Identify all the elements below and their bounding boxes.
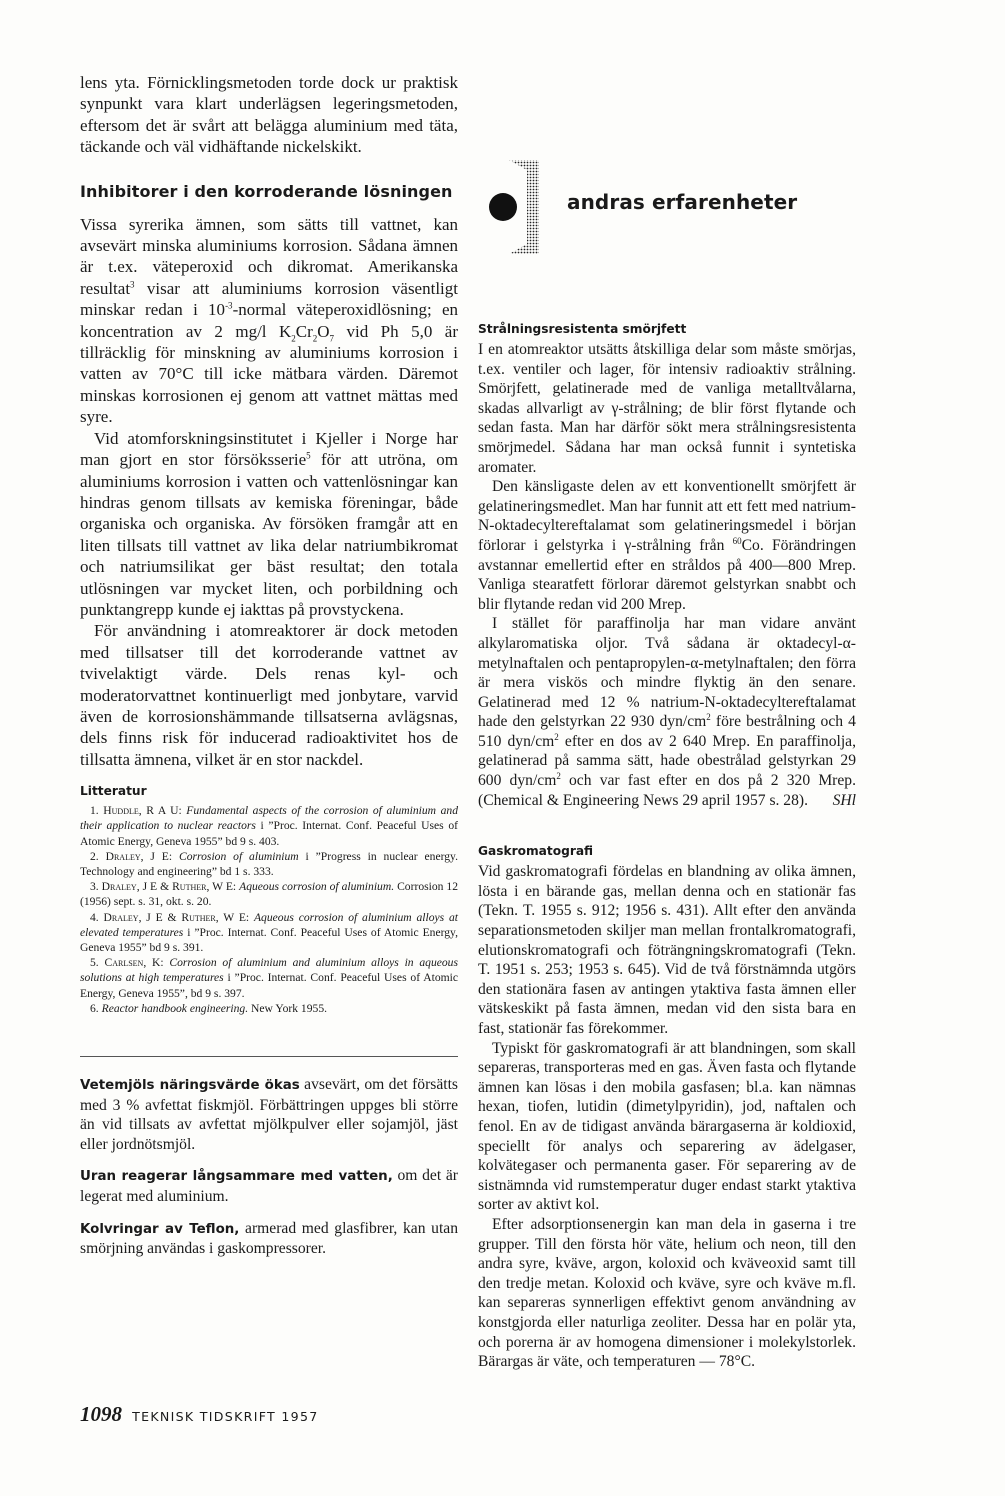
literature-heading: Litteratur (80, 784, 147, 799)
right-column (478, 322, 856, 1372)
section-heading-inhibitors: Inhibitorer i den korroderande lösningen (80, 181, 453, 201)
news-note-uranium: Uran reagerar långsammare med vatten, om det är legerat med aluminium. (80, 1167, 459, 1205)
left-column (80, 72, 458, 1259)
paragraph-grease-2: Den känsligaste delen av ett konventionellt smörjfett är gelatineringsmedlet. Man har funnit att ett fett med natrium-N-oktadecyltereftalamat som gelatineringsmedel i början förlorar i gelstyrka i γ-strålning från $^{60}$Co. Förändringen avstannar emellertid efter en stråldos på 400—800 Mrep. Vanliga stearatfett förlorar däremot gelstyrkan snabbt och blir flytande redan vid 200 Mrep. (478, 478, 856, 613)
reference-item: 6. Reactor handbook engineering. New York 1955. (90, 1001, 328, 1015)
paragraph-inhibitors-1: Vissa syrerika ämnen, som sätts till vattnet, kan avsevärt minska aluminiums korrosion. Sådana ämnen är t.ex. väteperoxid och dikromat. Amerikanska resultat$^3$ visar att aluminiums korrosion väsentligt minskar redan i $10^{-3}$-normal väteperoxidlösning; en koncentration av 2 mg/l $K_2Cr_2O_7$ vid Ph 5,0 är tillräcklig för minskning av aluminiums korrosion i vatten av 70°C till icke mätbara värden. Däremot minskas korrosionen ej genom att vattnet mättas med syre. (80, 214, 458, 427)
paragraph-grease-1: I en atomreaktor utsätts åtskilliga delar som måste smörjas, t.ex. ventiler och lager, för intensiv radioaktiv strålning. Smörjfett, gelatinerade med de vanliga metalltvålarna, skadas allvarligt av γ-strålning; de blir först flytande och sedan fasta. Man har därför sökt mera strålningsresistenta smörjmedel. Sådana har man också funnit i syntetiska aromater. (478, 341, 856, 476)
reference-item: 4. Draley, J E & Ruther, W E: Aqueous corrosion of aluminium alloys at elevated temperatures i ”Proc. Internat. Conf. Peaceful Uses of Atomic Energy, Geneva 1955” bd 9 s. 391. (80, 910, 458, 955)
journal-name: TEKNISK TIDSKRIFT 1957 (132, 1409, 319, 1424)
section-logo-icon (487, 158, 557, 256)
intro-paragraph: lens yta. Förnicklingsmetoden torde dock ur praktisk synpunkt vara klart underlägsen legeringsmetoden, eftersom det är svårt att belägga aluminium med täta, täckande och väl vidhäftande nickelskikt. (80, 73, 458, 157)
reference-list (80, 803, 458, 1016)
author-signature: SHl (832, 791, 856, 809)
paragraph-grease-3: I stället för paraffinolja har man vidare använt alkylaromatiska oljor. Två sådana är oktadecyl-α-metylnaftalen och pentapropylen-α-metylnaftalen; den förra är mera viskös och mindre flyktig än den senare. Gelatinerad med 12 % natrium-N-oktadecyltereftalamat hade den gelstyrkan 22 930 dyn/$cm^2$ före bestrålning och 4 510 dyn/$cm^2$ efter en dos av 2 640 Mrep. En paraffinolja, gelatinerad på samma sätt, hade obestrålad gelstyrkan 29 600 dyn/$cm^2$ och var fast efter en dos på 2 320 Mrep. (Chemical & Engineering News 29 april 1957 s. 28). SHl (478, 615, 856, 809)
paragraph-chromatography-2: Typiskt för gaskromatografi är att blandningen, som skall separeras, transporteras med en gas. Även fasta och flytande ämnen kan lösas i den mobila gasfasen; bl.a. kan nämnas hexan, tiofen, lutidin (dimetylpyridin), jod, naftalen och fenol. En av de tidigast använda bärargaserna är koldioxid, speciellt för analys och separering av ädelgaser, kolvätegaser och permanenta gaser. För separering av de sistnämnda vid rumstemperatur duger endast starkt ytaktiva sorter av aktivt kol. (478, 1039, 856, 1214)
section-title: andras erfarenheter (567, 190, 798, 214)
paragraph-inhibitors-3: För användning i atomreaktorer är dock metoden med tillsatser till det korroderande vattnet av tvivelaktigt värde. Dels renas kyl- och moderatorvattnet kontinuerligt med jonbytare, varvid även de korrosionshämmande tillsatserna avlägsnas, dels finns risk för inducerad radioaktivitet hos de tillsatta ämnena, vilket är en stor nackdel. (80, 621, 458, 769)
reference-item: 2. Draley, J E: Corrosion of aluminium i ”Progress in nuclear energy. Technology and engineering” bd 1 s. 333. (80, 849, 458, 878)
news-note-teflon: Kolvringar av Teflon, armerad med glasfibrer, kan utan smörjning användas i gaskompressorer. (80, 1219, 458, 1258)
paragraph-inhibitors-2: Vid atomforskningsinstitutet i Kjeller i Norge har man gjort en stor försöksserie$^5$ för att utröna, om aluminiums korrosion i vatten och vattenlösningar kan hindras genom tillsats av kemiska föreningar, både organiska och organiska. Av försöken framgår att en liten tillsats till vattnet av lika delar natriumbikromat och natriumsilikat ger bäst resultat; den totala utlösningen var mycket liten, och porbildning och punktangrepp kunde ej iakttas på provstyckena. (80, 428, 458, 619)
reference-item: 1. Huddle, R A U: Fundamental aspects of the corrosion of aluminium and their application to nuclear reactors i ”Proc. Internat. Conf. Peaceful Uses of Atomic Energy, Geneva 1955” bd 9 s. 403. (80, 804, 458, 848)
paragraph-chromatography-3: Efter adsorptionsenergin kan man dela in gaserna i tre grupper. Till den första hör väte, helium och neon, till den andra syre, kväve, argon, koloxid och kväveoxid samt till den tredje metan. Koloxid och kväve, syre och kväve m.fl. kan separeras synnerligen effektivt genom användning av konstgjorda eller naturliga zeoliter. Dessa har en polär yta, och porerna är av homogena dimensioner i molekylstorlek. Bärargas är väte, och temperaturen — 78°C. (478, 1215, 856, 1371)
heading-gas-chromatography: Gaskromatografi (478, 844, 594, 859)
page-footer (80, 1402, 319, 1427)
column-divider (80, 1056, 458, 1057)
left-body (80, 72, 458, 770)
reference-item: 5. Carlsen, K: Corrosion of aluminium and aluminium alloys in aqueous solutions at high temperatures i ”Proc. Internat. Conf. Peaceful Uses of Atomic Energy, Geneva 1955”, bd 9 s. 397. (80, 956, 459, 1000)
paragraph-chromatography-1: Vid gaskromatografi fördelas en blandning av olika ämnen, lösta i en bärande gas, mellan denna och en stationär fas (Tekn. T. 1955 s. 912; 1956 s. 431). Allt efter den använda separationsmetoden skiljer man mellan frontalkromatografi, elutionskromatografi och föträngningskromatografi (Tekn. T. 1951 s. 253; 1953 s. 645). Vid de två förstnämnda utgörs den stationära fasen av antingen ytaktiva fasta ämnen eller vätskeskikt på fasta ämnen, medan vid den sista bara en fast, stationär fas förekommer. (478, 863, 856, 1037)
reference-item: 3. Draley, J E & Ruther, W E: Aqueous corrosion of aluminium. Corrosion 12 (1956) sept. s. 31, okt. s. 20. (80, 880, 459, 909)
page-number: 1098 (80, 1402, 122, 1426)
heading-radiation-grease: Strålningsresistenta smörjfett (478, 322, 687, 336)
news-note-wheat-flour: Vetemjöls näringsvärde ökas avsevärt, om det försätts med 3 % avfettat fiskmjöl. Förbättringen uppges bli större än vid tillsats av avfettat mjölkpulver eller sojamjöl, jäst eller jordnötsmjöl. (80, 1076, 459, 1153)
